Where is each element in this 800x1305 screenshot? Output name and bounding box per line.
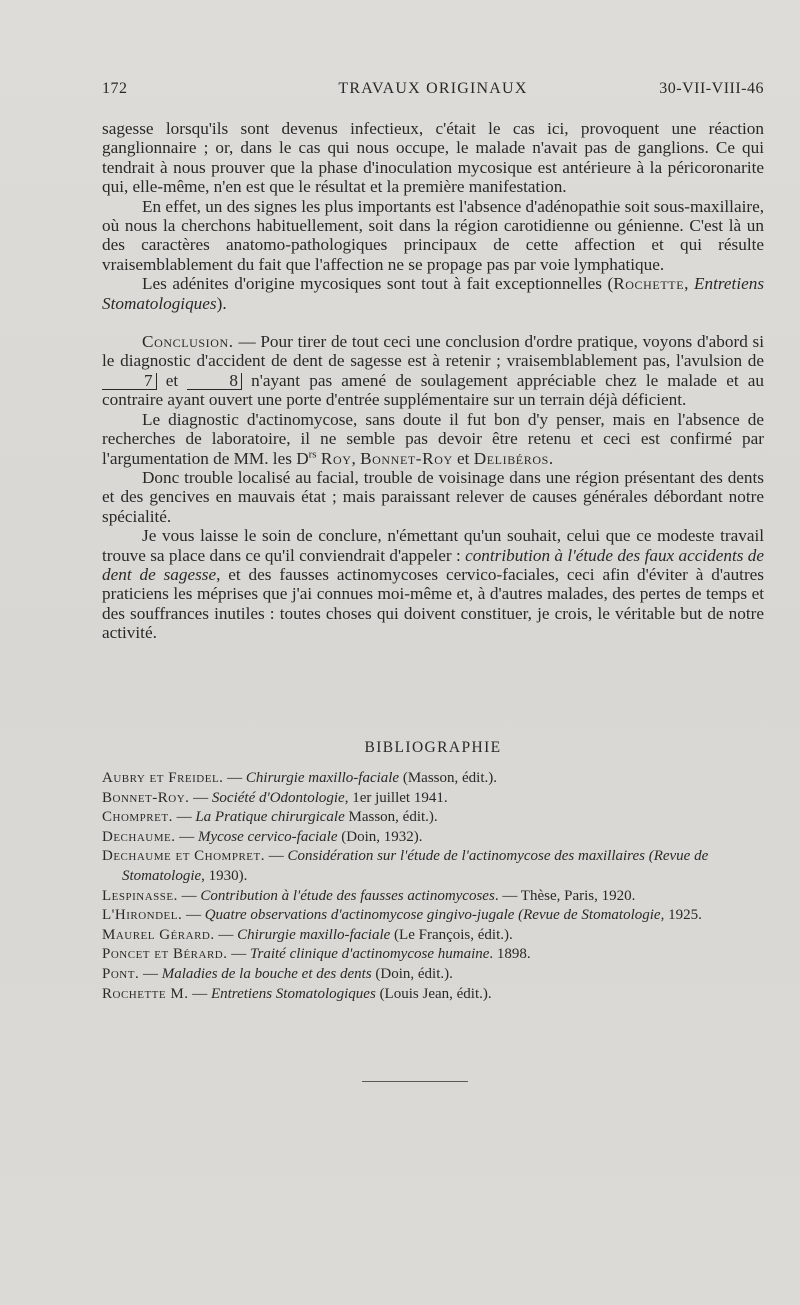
paragraph: Je vous laisse le soin de conclure, n'émettant qu'un souhait, celui que ce modeste travail trouve sa place dans ce qu'il conviendrait d'appeler : contribution à l'étude des faux accidents de dent de sagesse, et des fausses actinomycoses cervico-faciales, ceci afin d'éviter à d'autres praticiens les méprises que j'ai connues moi-même et, à d'autres malades, des pertes de temps et des souffrances inutiles : toutes choses qui doivent constituer, je crois, le véritable but de notre activité. xyxy=(102,526,764,643)
tooth-notation: 8 xyxy=(187,373,242,390)
emphasis: contribution à l'étude des faux accidents de dent de sagesse xyxy=(102,545,764,584)
bibliography-entry: Bonnet-Roy. — Société d'Odontologie, 1er juillet 1941. xyxy=(102,789,448,806)
bibliography-entry: Dechaume et Chompret. — Considération sur l'étude de l'actinomycose des maxillaires (Revue de Stomatologie, 1930). xyxy=(102,848,709,884)
tooth-notation: 7 xyxy=(102,373,157,390)
paragraph: Le diagnostic d'actinomycose, sans doute il fut bon d'y penser, mais en l'absence de recherches de laboratoire, il ne semble pas devoir être retenu et ceci est confirmé par l'argumentation de MM. les $D^{rs}$ Roy, Bonnet-Roy et Delibéros. xyxy=(102,409,764,468)
reference-title: Entretiens Stomatologiques xyxy=(210,985,376,1002)
running-header xyxy=(102,80,764,104)
reference-author: Maurel Gérard. xyxy=(102,926,215,943)
cited-author: Bonnet-Roy xyxy=(360,448,453,468)
issue-date: 30-VII-VIII-46 xyxy=(659,80,764,97)
end-rule xyxy=(362,1081,468,1082)
bibliography-entry: Aubry et Freidel. — Chirurgie maxillo-faciale (Masson, édit.). xyxy=(102,770,497,786)
bibliography-entry: Dechaume. — Mycose cervico-faciale (Doin, 1932). xyxy=(102,828,423,845)
page-number: 172 xyxy=(102,80,128,97)
reference-author: Pont. xyxy=(102,965,140,982)
reference-author: L'Hirondel. xyxy=(102,907,183,924)
cited-work: Entretiens Stomatologiques xyxy=(102,274,765,313)
bibliography-entry: Pont. — Maladies de la bouche et des dents (Doin, édit.). xyxy=(102,965,453,982)
bibliography-entry: Rochette M. — Entretiens Stomatologiques (Louis Jean, édit.). xyxy=(102,985,492,1002)
reference-author: Dechaume et Chompret. xyxy=(102,848,265,865)
article-body xyxy=(102,119,764,643)
running-title: TRAVAUX ORIGINAUX xyxy=(338,80,528,97)
reference-title: Mycose cervico-faciale xyxy=(197,828,338,845)
reference-title: Quatre observations d'actinomycose gingivo-jugale (Revue de Stomatologie xyxy=(204,907,661,924)
reference-title: Considération sur l'étude de l'actinomycose des maxillaires (Revue de Stomatologie xyxy=(122,848,709,884)
reference-author: Poncet et Bérard. xyxy=(102,946,228,963)
bibliography-entry: L'Hirondel. — Quatre observations d'actinomycose gingivo-jugale (Revue de Stomatologie, 1925. xyxy=(102,907,702,924)
reference-author: Dechaume. xyxy=(102,828,176,845)
reference-title: Contribution à l'étude des fausses actinomycoses xyxy=(200,887,495,904)
reference-author: Bonnet-Roy. xyxy=(102,789,190,806)
reference-author: Aubry et Freidel. xyxy=(102,770,224,786)
cited-author: Roy xyxy=(320,448,352,468)
paragraph: En effet, un des signes les plus importants est l'absence d'adénopathie soit sous-maxillaire, où nous la cherchons habituellement, soit dans la région carotidienne ou génienne. C'est là un des caractères anatomo-pathologiques principaux de cette affection et qui résulte vraisemblablement du fait que l'affection ne se propage pas par voie lymphatique. xyxy=(102,196,764,274)
reference-author: Rochette M. xyxy=(102,985,189,1002)
reference-title: Maladies de la bouche et des dents xyxy=(161,965,372,982)
bibliography-title: BIBLIOGRAPHIE xyxy=(364,739,502,756)
bibliography-entry: Lespinasse. — Contribution à l'étude des fausses actinomycoses. — Thèse, Paris, 1920. xyxy=(102,887,636,904)
paragraph: sagesse lorsqu'ils sont devenus infectieux, c'était le cas ici, provoquent une réaction ganglionnaire ; or, dans le cas qui nous occupe, le malade n'avait pas de ganglions. Ce qui tendrait à nous prouver que la phase d'inoculation mycosique est antérieure à la péricoronarite qui, elle-même, n'en est que le résultat et la première manifestation. xyxy=(102,119,764,197)
paragraph: Donc trouble localisé au facial, trouble de voisinage dans une région présentant des dents et des gencives en mauvais état ; mais paraissant relever de causes générales débordant notre spécialité. xyxy=(102,467,764,526)
bibliography-entry: Maurel Gérard. — Chirurgie maxillo-faciale (Le François, édit.). xyxy=(102,926,513,943)
cited-author: Rochette xyxy=(613,274,685,294)
bibliography-entry: Poncet et Bérard. — Traité clinique d'actinomycose humaine. 1898. xyxy=(102,946,531,963)
section-label: Conclusion. xyxy=(142,332,234,352)
bibliography-list xyxy=(102,769,764,1004)
reference-author: Lespinasse. xyxy=(102,887,178,904)
paragraph: Les adénites d'origine mycosiques sont tout à fait exceptionnelles (Rochette, Entretiens Stomatologiques). xyxy=(102,274,765,313)
reference-author: Chompret. xyxy=(102,809,173,826)
reference-title: Chirurgie maxillo-faciale xyxy=(237,926,391,943)
cited-author: Delibéros xyxy=(473,448,549,468)
reference-title: La Pratique chirurgicale xyxy=(195,809,345,826)
reference-title: Chirurgie maxillo-faciale xyxy=(245,770,400,786)
reference-title: Traité clinique d'actinomycose humaine xyxy=(249,946,490,963)
conclusion-paragraph: Conclusion. — Pour tirer de tout ceci une conclusion d'ordre pratique, voyons d'abord si le diagnostic d'accident de dent de sagesse est à retenir ; vraisemblablement pas, l'avulsion de 7 et 8 n'ayant pas amené de soulagement appréciable chez le malade et au contraire ayant ouvert une porte d'entrée supplémentaire sur un terrain déjà déficient. xyxy=(102,332,765,410)
bibliography-entry: Chompret. — La Pratique chirurgicale Masson, édit.). xyxy=(102,809,438,826)
reference-title: Société d'Odontologie xyxy=(211,789,345,806)
